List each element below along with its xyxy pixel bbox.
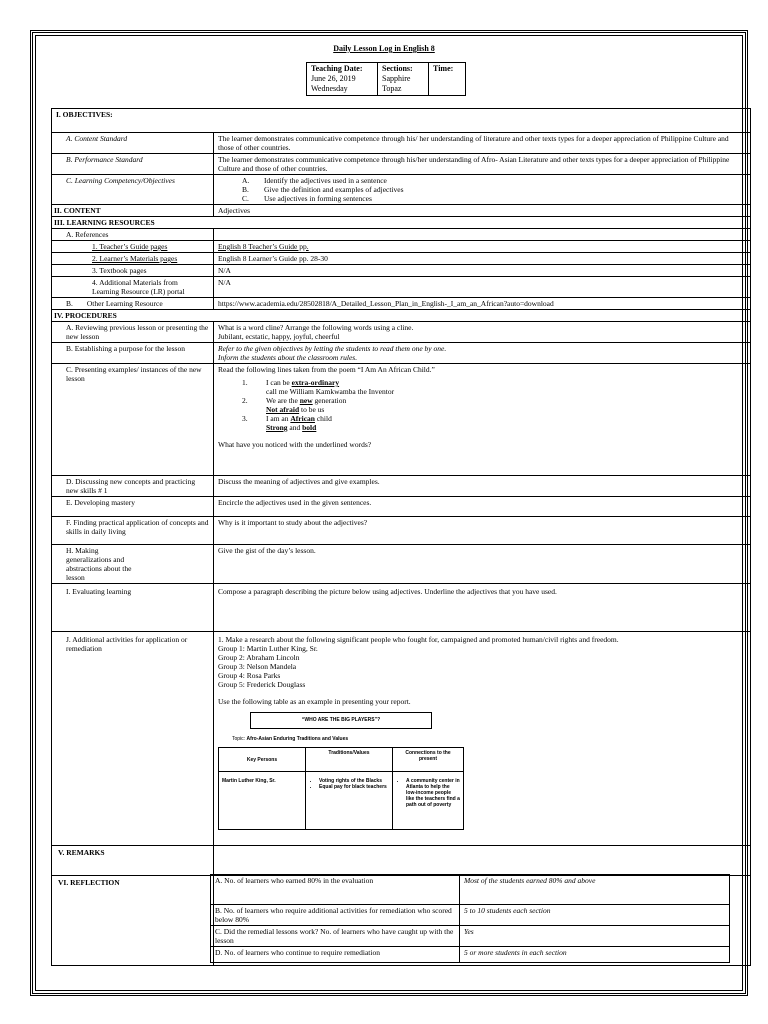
poem-adjective: African <box>290 414 315 423</box>
group-item: Group 2: Abraham Lincoln <box>218 653 300 662</box>
procedure-e-label: E. Developing mastery <box>52 497 214 517</box>
competency-item <box>218 194 746 203</box>
example-connection-item: • A community center in Atlanta to help the low-income people like the teachers find a path out of poverty <box>406 778 460 808</box>
procedure-a-line-1: What is a word cline? Arrange the following words using a cline. <box>218 323 414 332</box>
example-topic-value: Afro-Asian Enduring Traditions and Values <box>246 736 349 742</box>
poem-text: to be us <box>299 405 325 414</box>
section-2: Topaz <box>382 84 402 93</box>
competency-list <box>214 175 751 205</box>
poem-adjective: Not afraid <box>266 405 300 414</box>
competency-letter: C. <box>242 194 249 203</box>
other-resource-text: Other Learning Resource <box>86 299 163 308</box>
group-item: Group 5: Frederick Douglass <box>218 680 306 689</box>
procedure-i-label: I. Evaluating learning <box>52 584 214 632</box>
reflection-question: C. Did the remedial lessons work? No. of learners who have caught up with the lesson <box>211 926 460 947</box>
poem-item-3b <box>242 423 746 432</box>
group-item: Group 1: Martin Luther King, Sr. <box>218 644 318 653</box>
time-cell <box>429 63 466 96</box>
poem-adjective: extra-ordinary <box>291 378 340 387</box>
competency-text: Give the definition and examples of adjectives <box>264 185 404 194</box>
poem-text: I can be <box>266 378 292 387</box>
competency-text: Identify the adjectives used in a sentence <box>264 176 387 185</box>
procedure-b-line-2: Inform the students about the classroom rules. <box>218 353 358 362</box>
poem-item-3 <box>242 414 746 423</box>
competency-text: Use adjectives in forming sentences <box>264 194 372 203</box>
tb-label: 3. Textbook pages <box>52 265 214 277</box>
procedure-e-value: Encircle the adjectives used in the given sentences. <box>214 497 751 517</box>
competency-letter: A. <box>242 176 250 185</box>
competency-item <box>218 176 746 185</box>
content-standard-label: A. Content Standard <box>52 133 214 154</box>
procedure-j-value <box>214 632 751 846</box>
procedure-j-label: J. Additional activities for application or remediation <box>52 632 214 846</box>
competency-label: C. Learning Competency/Objectives <box>52 175 214 205</box>
example-table <box>218 747 464 830</box>
reflection-heading: VI. REFLECTION <box>52 876 214 966</box>
poem-text: I am an <box>266 414 291 423</box>
procedure-c-value <box>214 364 751 476</box>
performance-standard-label: B. Performance Standard <box>52 154 214 175</box>
poem-text: generation <box>312 396 347 405</box>
lr-label-line-1: 4. Additional Materials from <box>92 278 178 287</box>
reflection-table <box>210 874 730 963</box>
procedure-a-line-2: Jubilant, ecstatic, happy, joyful, cheerful <box>218 332 340 341</box>
tg-label: 1. Teacher’s Guide pages <box>52 241 214 253</box>
poem-text: child <box>314 414 332 423</box>
example-values <box>306 772 393 830</box>
other-resource-label <box>52 298 214 310</box>
poem-item-1b <box>242 387 746 396</box>
procedure-f-value: Why is it important to study about the adjectives? <box>214 517 751 545</box>
performance-standard: The learner demonstrates communicative competence through his/her understanding of Afro- Asian Literature and other texts types for a deeper appreciation of Philippine Culture and those of other countries. <box>214 154 751 175</box>
example-banner: “WHO ARE THE BIG PLAYERS”? <box>250 712 432 729</box>
teaching-date-cell <box>307 63 378 96</box>
example-connections <box>393 772 464 830</box>
references-label: A. References <box>52 229 214 241</box>
poem-adjective: Strong <box>266 423 288 432</box>
poem-item-2b <box>242 405 746 414</box>
procedure-h-line-1: H. Making <box>66 546 99 555</box>
other-resource-letter: B. <box>66 299 73 308</box>
example-col-traditions: Traditions/Values <box>306 748 393 772</box>
competency-letter: B. <box>242 185 249 194</box>
procedures-heading: IV. PROCEDURES <box>52 310 751 322</box>
group-item: Group 4: Rosa Parks <box>218 671 281 680</box>
reflection-question: D. No. of learners who continue to require remediation <box>211 947 460 963</box>
procedure-b-line-1: Refer to the given objectives by letting the students to read them one by one. <box>218 344 447 353</box>
poem-number: 3. <box>242 414 248 423</box>
teaching-day: Wednesday <box>311 84 348 93</box>
procedure-h-value: Give the gist of the day’s lesson. <box>214 545 751 584</box>
procedure-d-label: D. Discussing new concepts and practicing new skills # 1 <box>52 476 214 497</box>
example-topic <box>232 735 746 744</box>
procedure-i-value: Compose a paragraph describing the picture below using adjectives. Underline the adjectives that you have used. <box>214 584 751 632</box>
example-col-key-persons: Key Persons <box>219 748 306 772</box>
poem-item-1 <box>242 378 746 387</box>
procedure-a-label: A. Reviewing previous lesson or presenting the new lesson <box>52 322 214 343</box>
reflection-question: B. No. of learners who require additional activities for remediation who scored below 80% <box>211 905 460 926</box>
sections-label: Sections: <box>382 64 413 73</box>
procedure-f-label: F. Finding practical application of concepts and skills in daily living <box>52 517 214 545</box>
example-col-connections: Connections to the present <box>393 748 464 772</box>
content-heading: II. CONTENT <box>52 205 214 217</box>
reflection-answer: Yes <box>460 926 730 947</box>
poem-number: 2. <box>242 396 248 405</box>
lm-value: English 8 Learner’s Guide pp. 28-30 <box>214 253 751 265</box>
reflection-question: A. No. of learners who earned 80% in the evaluation <box>211 875 460 905</box>
procedure-d-value: Discuss the meaning of adjectives and give examples. <box>214 476 751 497</box>
procedure-c-label: C. Presenting examples/ instances of the new lesson <box>52 364 214 476</box>
lesson-table <box>51 108 751 966</box>
reflection-answer: 5 to 10 students each section <box>460 905 730 926</box>
objectives-heading: I. OBJECTIVES: <box>52 109 751 133</box>
competency-item <box>218 185 746 194</box>
procedure-b-label: B. Establishing a purpose for the lesson <box>52 343 214 364</box>
document-title: Daily Lesson Log in English 8 <box>333 44 435 53</box>
poem-lines <box>218 378 746 432</box>
tg-value: English 8 Teacher’s Guide pp. <box>214 241 751 253</box>
header-table <box>306 62 466 96</box>
references-value <box>214 229 751 241</box>
content-standard: The learner demonstrates communicative competence through his/ her understanding of literature and other texts types for a deeper appreciation of Philippine Culture and those of other countries. <box>214 133 751 154</box>
lr-value: N/A <box>214 277 751 298</box>
sections-cell <box>378 63 429 96</box>
time-label: Time: <box>433 64 454 73</box>
procedure-b-value <box>214 343 751 364</box>
example-value-item: • Voting rights of the Blacks <box>319 778 389 784</box>
reflection-answer: Most of the students earned 80% and above <box>460 875 730 905</box>
procedure-c-intro: Read the following lines taken from the poem “I Am An African Child.” <box>218 365 435 374</box>
section-1: Sapphire <box>382 74 411 83</box>
teaching-date-label: Teaching Date: <box>311 64 363 73</box>
reflection-answer: 5 or more students in each section <box>460 947 730 963</box>
poem-adjective: bold <box>302 423 317 432</box>
lr-label-line-2: Learning Resource (LR) portal <box>92 287 185 296</box>
procedure-h-line-2: generalizations and <box>66 555 125 564</box>
poem-text: call me William Kamkwamba the Inventor <box>266 387 395 396</box>
lm-label: 2. Learner’s Materials pages <box>52 253 214 265</box>
procedure-h-line-4: lesson <box>66 573 85 582</box>
resources-heading: III. LEARNING RESOURCES <box>52 217 751 229</box>
procedure-c-question: What have you noticed with the underlined words? <box>218 440 372 449</box>
remarks-heading: V. REMARKS <box>52 846 214 876</box>
procedure-j-intro: 1. Make a research about the following significant people who fought for, campaigned and promoted human/civil rights and freedom. <box>218 635 619 644</box>
example-topic-label: Topic: <box>232 736 247 742</box>
procedure-a-value <box>214 322 751 343</box>
remarks-value <box>214 846 751 876</box>
example-value-item: • Equal pay for black teachers <box>319 784 389 790</box>
procedure-h-line-3: abstractions about the <box>66 564 132 573</box>
procedure-j-table-note: Use the following table as an example in presenting your report. <box>218 697 411 706</box>
poem-item-2 <box>242 396 746 405</box>
lr-label <box>52 277 214 298</box>
procedure-h-label <box>52 545 214 584</box>
group-item: Group 3: Nelson Mandela <box>218 662 297 671</box>
other-resource-link[interactable]: https://www.academia.edu/28502818/A_Detailed_Lesson_Plan_in_English-_I_am_an_African?auto=download <box>214 298 751 310</box>
tb-value: N/A <box>214 265 751 277</box>
example-person: Martin Luther King, Sr. <box>219 772 306 830</box>
teaching-date: June 26, 2019 <box>311 74 356 83</box>
reflection-value <box>214 876 751 966</box>
content-value: Adjectives <box>214 205 751 217</box>
poem-number: 1. <box>242 378 248 387</box>
poem-adjective: new <box>299 396 313 405</box>
poem-text: We are the <box>266 396 300 405</box>
poem-text: and <box>287 423 303 432</box>
